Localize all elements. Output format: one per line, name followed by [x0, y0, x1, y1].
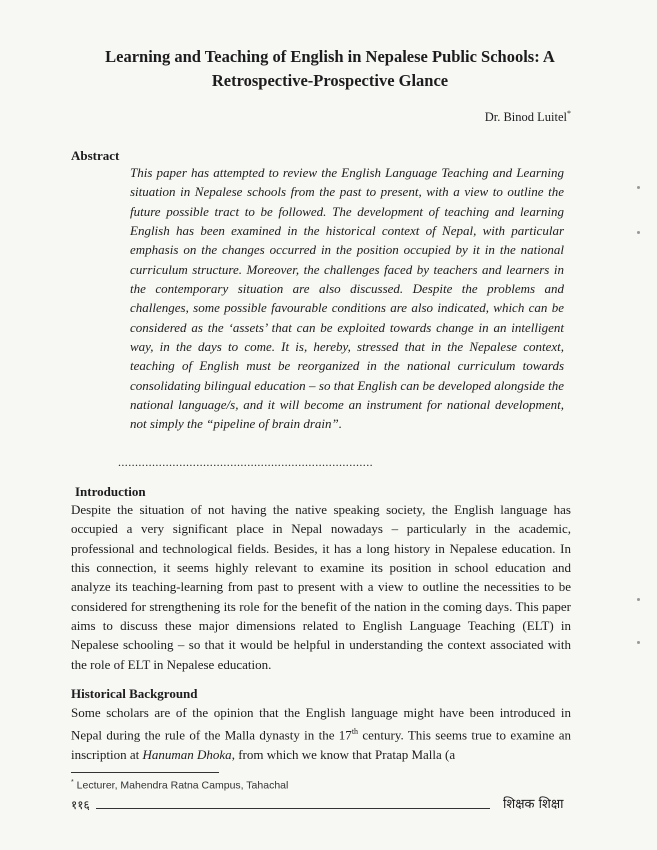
introduction-heading: Introduction — [75, 484, 146, 499]
footnote — [71, 779, 288, 792]
historical-text-part-3: , from which we know that Pratap Malla (a — [231, 747, 456, 763]
author-footnote-mark: * — [567, 109, 571, 118]
journal-name: शिक्षक शिक्षा — [503, 797, 564, 812]
historical-text-part-1: Some scholars are of the opinion that the English language might have been introduced in Nepal during the rule of the Malla dynasty in the 17 — [71, 705, 571, 743]
section-separator: ........................................................................... — [118, 455, 373, 469]
paper-title — [60, 45, 600, 93]
abstract-heading: Abstract — [71, 148, 120, 163]
introduction-text: Despite the situation of not having the native speaking society, the English language has occupied a very significant place in Nepal nowadays – particularly in the academic, professional and technological fields. Besides, it has a long history in Nepalese education. In this connection, it seems highly relevant to examine its position in school education and analyze its teaching-learning from past to present with a view to outline the necessities to be considered for strengthening its role for the benefit of the nation in the coming days. This paper aims to discuss these major dimensions related to English Language Teaching (ELT) in Nepalese schooling – so that it would be helpful in understanding the context associated with the role of ELT in Nepalese education. — [71, 502, 571, 672]
historical-text — [71, 703, 571, 764]
historical-superscript: th — [351, 727, 359, 737]
footer-rule — [96, 808, 490, 809]
footnote-rule — [71, 772, 219, 773]
historical-heading: Historical Background — [71, 686, 198, 701]
author-name: Dr. Binod Luitel — [484, 110, 567, 125]
abstract-text: This paper has attempted to review the English Language Teaching and Learning situation in Nepalese schools from the past to present, with a view to outline the future possible tract to be followed. The development of teaching and learning English has been examined in the historical context of Nepal, with particular emphasis on the changes occurred in the position occupied by it in the national curriculum structure. Moreover, the challenges faced by teachers and learners in the contemporary situation are also discussed. Despite the problems and challenges, some possible favourable conditions are also indicated, which can be considered as the ‘assets’ that can be exploited towards change in an intelligent way, in the days to come. It is, hereby, stressed that in the Nepalese context, teaching of English must be reorganized in the national curriculum towards consolidating bilingual education – so that English can be developed alongside the national language/s, and it will become an instrument for national development, not simply the “pipeline of brain drain”. — [130, 165, 564, 432]
title-line-2: Retrospective-Prospective Glance — [211, 71, 449, 90]
historical-italic-place: Hanuman Dhoka — [142, 747, 232, 763]
page-number: ११६ — [71, 798, 90, 812]
footnote-mark: * — [71, 779, 74, 786]
title-line-1: Learning and Teaching of English in Nepalese Public Schools: A — [105, 47, 555, 66]
historical-text-part-2: century. This seems true to examine an inscription at — [71, 727, 571, 763]
author-line — [485, 109, 571, 125]
footnote-text: Lecturer, Mahendra Ratna Campus, Tahachal — [73, 779, 289, 792]
